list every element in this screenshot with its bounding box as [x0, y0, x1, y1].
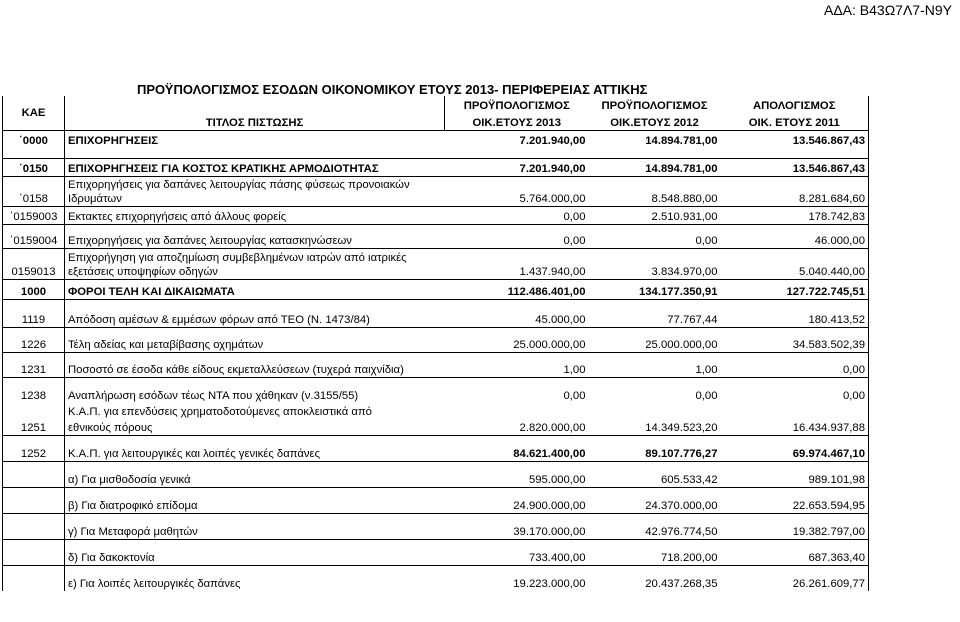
row-code: 1226: [3, 327, 65, 352]
row-value-2013: 0,00: [445, 225, 589, 249]
row-code: ΄0158: [3, 176, 65, 207]
row-value-2011: 180.413,52: [721, 309, 869, 327]
row-label: α) Για μισθοδοσία γενικά: [65, 461, 445, 487]
page-title: ΠΡΟΫΠΟΛΟΓΙΣΜΟΣ ΕΣΟΔΩΝ ΟΙΚΟΝΟΜΙΚΟΥ ΕΤΟΥΣ 2013- ΠΕΡΙΦΕΡΕΙΑΣ ΑΤΤΙΚΗΣ: [137, 82, 648, 97]
row-value-2013: 7.201.940,00: [445, 130, 589, 148]
row-value-2012: 0,00: [589, 225, 721, 249]
table-row: [3, 513, 869, 539]
row-code: 1252: [3, 435, 65, 461]
row-code: ΄0159003: [3, 207, 65, 225]
row-label-line1: Επιχορηγήσεις για δαπάνες λειτουργίας πάσης φύσεως προνοιακών: [65, 176, 445, 192]
row-label-line2: εθνικούς πόρους: [65, 419, 445, 435]
table-row: [3, 539, 869, 565]
row-code: 1238: [3, 377, 65, 403]
row-value-2012: 0,00: [589, 377, 721, 403]
row-label: Απόδοση αμέσων & εμμέσων φόρων από ΤΕΟ (Ν. 1473/84): [65, 309, 445, 327]
row-code: 1251: [3, 403, 65, 435]
row-value-2012: 605.533,42: [589, 461, 721, 487]
row-value-2013: 112.486.401,00: [445, 279, 589, 299]
row-value-2012: 14.349.523,20: [645, 421, 718, 434]
row-value-2011: 687.363,40: [721, 539, 869, 565]
row-label: ε) Για λοιπές λειτουργικές δαπάνες: [65, 565, 445, 591]
row-value-2013: 595.000,00: [445, 461, 589, 487]
header-title: ΤΙΤΛΟΣ ΠΙΣΤΩΣΗΣ: [65, 113, 445, 130]
row-value-2011: 0,00: [721, 352, 869, 377]
row-code: 0159013: [3, 249, 65, 280]
row-value-2011: 16.434.937,88: [721, 419, 869, 435]
row-value-2011: 69.974.467,10: [721, 435, 869, 461]
table-row: [3, 487, 869, 513]
header-2012-line1: ΠΡΟΫΠΟΛΟΓΙΣΜΟΣ: [601, 100, 708, 112]
row-value-2012: 8.548.880,00: [651, 193, 718, 205]
row-value-2011: 13.546.867,43: [721, 158, 869, 176]
row-value-2012: 25.000.000,00: [589, 327, 721, 352]
row-value-2011: 26.261.609,77: [721, 565, 869, 591]
table-row: [3, 225, 869, 249]
row-value-2012: 89.107.776,27: [589, 435, 721, 461]
table-row: [3, 207, 869, 225]
table-row: [3, 279, 869, 299]
table-row: [3, 249, 869, 265]
table-row: [3, 403, 869, 419]
row-value-2013: 5.764.000,00: [519, 193, 586, 205]
header-2013-line2: ΟΙΚ.ΕΤΟΥΣ 2013: [445, 113, 589, 130]
row-code: 1119: [3, 309, 65, 327]
budget-table: [2, 96, 869, 591]
row-label-line2: Ιδρυμάτων: [65, 192, 445, 207]
table-row: [3, 309, 869, 327]
row-label-line1: Κ.Α.Π. για επενδύσεις χρηματοδοτούμενες αποκλειστικά από: [65, 403, 445, 419]
row-value-2013: 45.000,00: [535, 313, 586, 326]
row-value-2013: 19.223.000,00: [445, 565, 589, 591]
row-value-2012: 718.200,00: [589, 539, 721, 565]
table-row: [3, 435, 869, 461]
row-value-2011: 5.040.440,00: [721, 265, 869, 280]
row-value-2013: 0,00: [445, 377, 589, 403]
table-row: [3, 461, 869, 487]
row-label: Κ.Α.Π. για λειτουργικές και λοιπές γενικές δαπάνες: [65, 435, 445, 461]
table-row: [3, 352, 869, 377]
row-value-2012: 3.834.970,00: [651, 265, 718, 278]
table-row: [3, 130, 869, 148]
row-value-2012: 42.976.774,50: [589, 513, 721, 539]
row-value-2013: 2.820.000,00: [519, 421, 586, 434]
row-value-2011: 46.000,00: [721, 225, 869, 249]
header-2013-line1: ΠΡΟΫΠΟΛΟΓΙΣΜΟΣ: [463, 100, 570, 112]
header-2011-line2: ΟΙΚ. ΕΤΟΥΣ 2011: [721, 113, 869, 130]
ada-watermark: ΑΔΑ: Β43Ω7Λ7-Ν9Υ: [823, 2, 952, 18]
row-label: Επιχορηγήσεις για δαπάνες λειτουργίας κατασκηνώσεων: [65, 225, 445, 249]
row-value-2011: 989.101,98: [721, 461, 869, 487]
row-value-2013: 1,00: [445, 352, 589, 377]
row-code: 1231: [3, 352, 65, 377]
row-value-2013: 1.437.940,00: [519, 265, 586, 278]
row-label: Τέλη αδείας και μεταβίβασης οχημάτων: [65, 327, 445, 352]
row-value-2013: 24.900.000,00: [445, 487, 589, 513]
row-label-line2: εξετάσεις υποψηφίων οδηγών: [65, 265, 445, 280]
row-value-2012: 14.894.781,00: [589, 158, 721, 176]
row-label: Ποσοστό σε έσοδα κάθε είδους εκμεταλλεύσεων (τυχερά παιχνίδια): [65, 352, 445, 377]
row-label: δ) Για δακοκτονία: [65, 539, 445, 565]
row-value-2011: 19.382.797,00: [721, 513, 869, 539]
row-label: Αναπλήρωση εσόδων τέως ΝΤΑ που χάθηκαν (ν.3155/55): [65, 377, 445, 403]
header-2011-line1: ΑΠΟΛΟΓΙΣΜΟΣ: [721, 96, 869, 113]
row-value-2011: 178.742,83: [721, 207, 869, 225]
row-value-2011: 34.583.502,39: [721, 327, 869, 352]
row-code: 1000: [3, 279, 65, 299]
header-row: [3, 96, 869, 113]
row-value-2013: 39.170.000,00: [445, 513, 589, 539]
row-value-2013: 25.000.000,00: [445, 327, 589, 352]
table-row: [3, 565, 869, 591]
header-2012-line2: ΟΙΚ.ΕΤΟΥΣ 2012: [589, 113, 721, 130]
row-label: γ) Για Μεταφορά μαθητών: [65, 513, 445, 539]
table-row: [3, 327, 869, 352]
row-label: ΦΟΡΟΙ ΤΕΛΗ ΚΑΙ ΔΙΚΑΙΩΜΑΤΑ: [65, 279, 445, 299]
row-value-2011: 13.546.867,43: [721, 130, 869, 148]
row-value-2012: 24.370.000,00: [589, 487, 721, 513]
row-value-2011: 8.281.684,60: [721, 192, 869, 207]
row-value-2013: 84.621.400,00: [445, 435, 589, 461]
row-code: ΄0150: [3, 158, 65, 176]
row-label: Εκτακτες επιχορηγήσεις από άλλους φορείς: [65, 207, 445, 225]
row-label: β) Για διατροφικό επίδομα: [65, 487, 445, 513]
row-code: ΄0000: [3, 130, 65, 148]
row-value-2012: 20.437.268,35: [589, 565, 721, 591]
header-code: ΚΑΕ: [3, 96, 65, 130]
row-value-2012: 2.510.931,00: [589, 207, 721, 225]
table-row: [3, 158, 869, 176]
row-value-2012: 134.177.350,91: [589, 279, 721, 299]
row-value-2013: 733.400,00: [445, 539, 589, 565]
row-value-2012: 1,00: [589, 352, 721, 377]
table-row: [3, 176, 869, 192]
row-code: ΄0159004: [3, 225, 65, 249]
row-label-line1: Επιχορήγηση για αποζημίωση συμβεβλημένων ιατρών από ιατρικές: [65, 249, 445, 265]
table-row: [3, 377, 869, 403]
row-value-2012: 77.767,44: [667, 313, 718, 326]
row-value-2011: 127.722.745,51: [721, 279, 869, 299]
row-label: ΕΠΙΧΟΡΗΓΗΣΕΙΣ: [65, 130, 445, 148]
row-label: ΕΠΙΧΟΡΗΓΗΣΕΙΣ ΓΙΑ ΚΟΣΤΟΣ ΚΡΑΤΙΚΗΣ ΑΡΜΟΔΙΟΤΗΤΑΣ: [65, 158, 445, 176]
row-value-2011: 22.653.594,95: [721, 487, 869, 513]
row-value-2012: 14.894.781,00: [589, 130, 721, 148]
row-value-2011: 0,00: [721, 377, 869, 403]
row-value-2013: 0,00: [445, 207, 589, 225]
row-value-2013: 7.201.940,00: [445, 158, 589, 176]
